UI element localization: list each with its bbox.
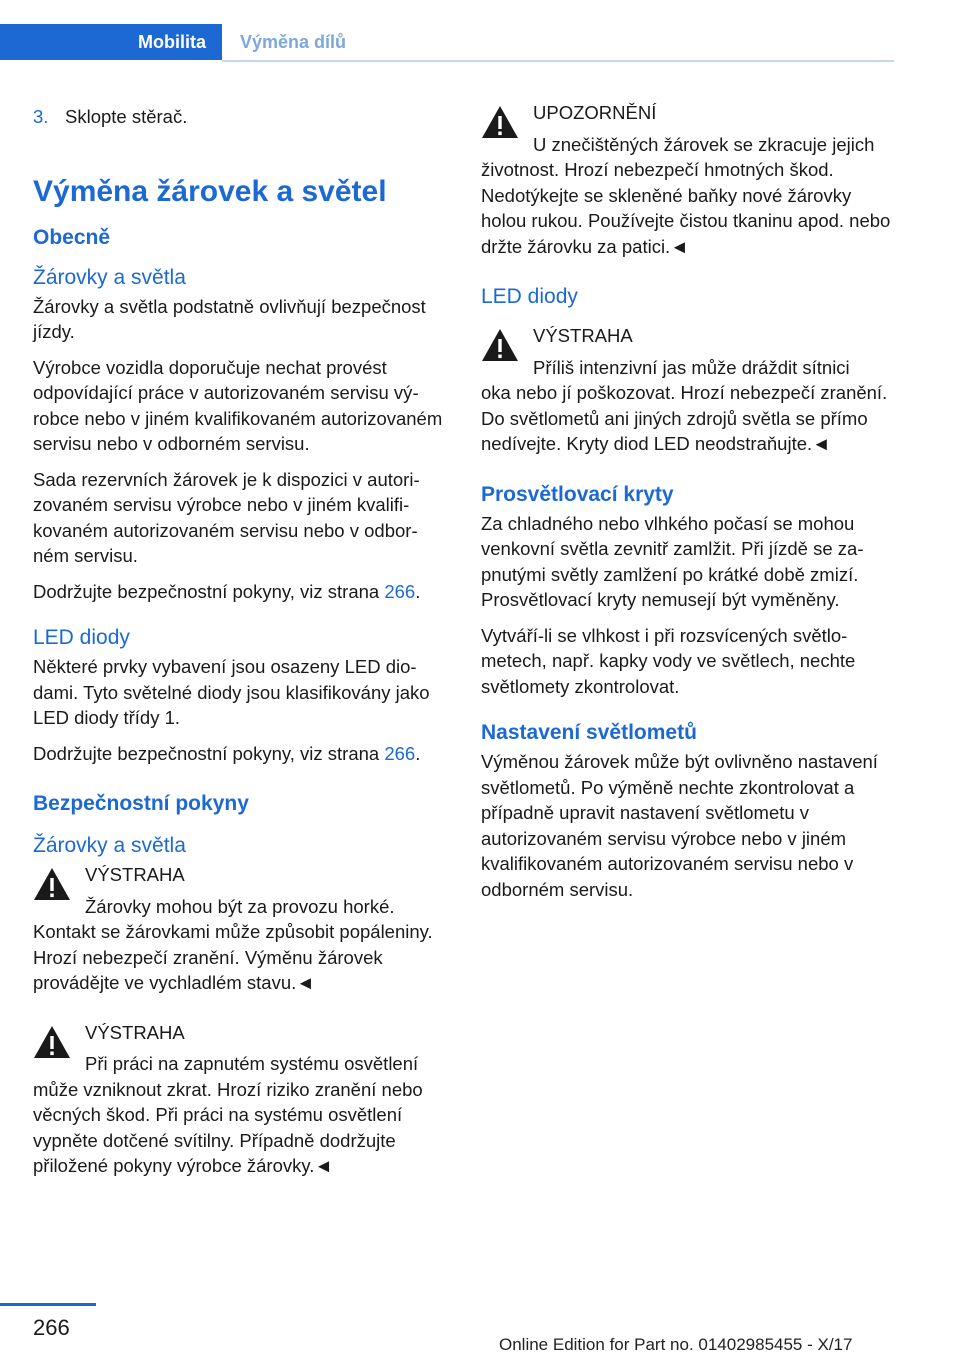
- right-column: [481, 100, 895, 912]
- heading-bulbs: Žárovky a světla: [33, 265, 186, 289]
- heading-lens-covers: Prosvětlovací kryty: [481, 482, 674, 506]
- warning-block-hot-bulbs: [33, 862, 447, 996]
- warning-text-first: Při práci na zapnutém systému osvětlení: [85, 1053, 419, 1074]
- section-tab-vymena-dilu[interactable]: Výměna dílů: [240, 31, 347, 52]
- warning-text: může vzniknout zkrat. Hrozí riziko zranění nebo věcných škod. Při práci na systému osvětlení vypněte dotčené svítilny. Případně dodržujte přiložené pokyny výrobce žárovky.◄: [33, 1078, 423, 1176]
- warning-text: oka nebo jí poškozovat. Hrozí nebezpečí zranění. Do světlometů ani jiných zdrojů světla se přímo nedívejte. Kryty diod LED neodstraňujte.◄: [481, 382, 888, 454]
- notice-text: životnost. Hrozí nebezpečí hmotných škod. Nedotýkejte se skleněné baňky nové žárovky holou rukou. Používejte čistou tkaninu apod. nebo držte žárovku za patici.◄: [481, 159, 891, 257]
- warning-block-short-circuit: [33, 1020, 447, 1179]
- notice-text-first: U znečištěných žárovek se zkracuje jejich: [533, 133, 875, 155]
- notice-title: UPOZORNĚNÍ: [533, 102, 657, 123]
- bulbs-ref-text: Dodržujte bezpečnostní pokyny, viz strana: [33, 580, 385, 602]
- warning-triangle-icon: [33, 866, 71, 902]
- page-link-266[interactable]: 266: [384, 580, 416, 602]
- covers-paragraph-1: Za chladného nebo vlhkého počasí se mohou venkovní světla zevnitř zamlžit. Při jízdě se zapnutými světly zamlžení po krátké době zmizí. Prosvětlovací kryty nemusejí být vyměněny.: [481, 512, 864, 610]
- warning-triangle-icon: [481, 104, 519, 140]
- bulbs-paragraph-1: Žárovky a světla podstatně ovlivňují bezpečnost jízdy.: [33, 295, 426, 342]
- warning-title: VÝSTRAHA: [85, 1021, 185, 1043]
- warning-triangle-icon: [481, 327, 519, 363]
- heading-general: Obecně: [33, 225, 111, 249]
- bulbs-ref-end: .: [415, 580, 421, 602]
- warning-text-first: Příliš intenzivní jas může dráždit sítnici: [533, 356, 850, 378]
- headlights-paragraph-1: Výměnou žárovek může být ovlivněno nastavení světlometů. Po výměně nechte zkontrolovat a případně upravit nastavení světlometu v autorizovaném servisu výrobce nebo v jiném kvalifikovaném autorizovaném servisu nebo v odborném servisu.: [481, 751, 878, 900]
- heading-safety-bulbs: Žárovky a světla: [33, 834, 186, 857]
- led-ref-text: Dodržujte bezpečnostní pokyny, viz strana: [33, 742, 385, 764]
- warning-title: VÝSTRAHA: [533, 325, 633, 346]
- page-header: [0, 0, 960, 62]
- warning-text: Kontakt se žárovkami může způsobit popáleniny. Hrozí nebezpečí zranění. Výměnu žárovek provádějte ve vychladlém stavu.◄: [33, 921, 433, 993]
- led-paragraph-1: Některé prvky vybavení jsou osazeny LED diodami. Tyto světelné diody jsou klasifikovány jako LED diody třídy 1.: [33, 656, 430, 728]
- led-paragraph-2: [33, 741, 447, 767]
- notice-block-dirty-bulbs: [481, 100, 895, 259]
- chapter-tab-mobilita[interactable]: Mobilita: [0, 24, 222, 60]
- bulbs-paragraph-3: Sada rezervních žárovek je k dispozici v autorizovaném servisu výrobce nebo v jiném kvalifikovaném autorizovaném servisu nebo v odborném servisu.: [33, 468, 420, 566]
- page-title: Výměna žárovek a světel: [33, 174, 387, 208]
- bulbs-paragraph-4: [33, 579, 447, 605]
- warning-triangle-icon: [33, 1024, 71, 1060]
- heading-headlight-adjustment: Nastavení světlometů: [481, 721, 697, 744]
- heading-led: LED diody: [33, 626, 130, 649]
- bulbs-paragraph-2: Výrobce vozidla doporučuje nechat provést odpovídající práce v autorizovaném servisu výrobce nebo v jiném kvalifikovaném autorizovaném servisu nebo v odborném servisu.: [33, 356, 443, 454]
- header-divider: [222, 60, 894, 62]
- step-text: Sklopte stěrač.: [65, 106, 188, 127]
- covers-paragraph-2: Vytváří-li se vlhkost i při rozsvícených světlometech, např. kapky vody ve světlech, nechte světlomety zkontrolovat.: [481, 624, 856, 697]
- warning-block-led: [481, 323, 895, 457]
- footer-accent-line: [0, 1303, 96, 1306]
- edition-note: Online Edition for Part no. 01402985455 - X/17: [499, 1335, 853, 1354]
- page-number: 266: [33, 1315, 70, 1340]
- led-ref-end: .: [415, 742, 421, 764]
- page-link-266-led[interactable]: 266: [384, 742, 416, 764]
- warning-text-first: Žárovky mohou být za provozu horké.: [85, 895, 395, 917]
- step-number: 3.: [33, 106, 49, 127]
- step-item: [33, 100, 447, 130]
- heading-safety: Bezpečnostní pokyny: [33, 792, 249, 815]
- left-column: [33, 100, 447, 1203]
- heading-led-right: LED diody: [481, 285, 578, 308]
- warning-title: VÝSTRAHA: [85, 864, 185, 885]
